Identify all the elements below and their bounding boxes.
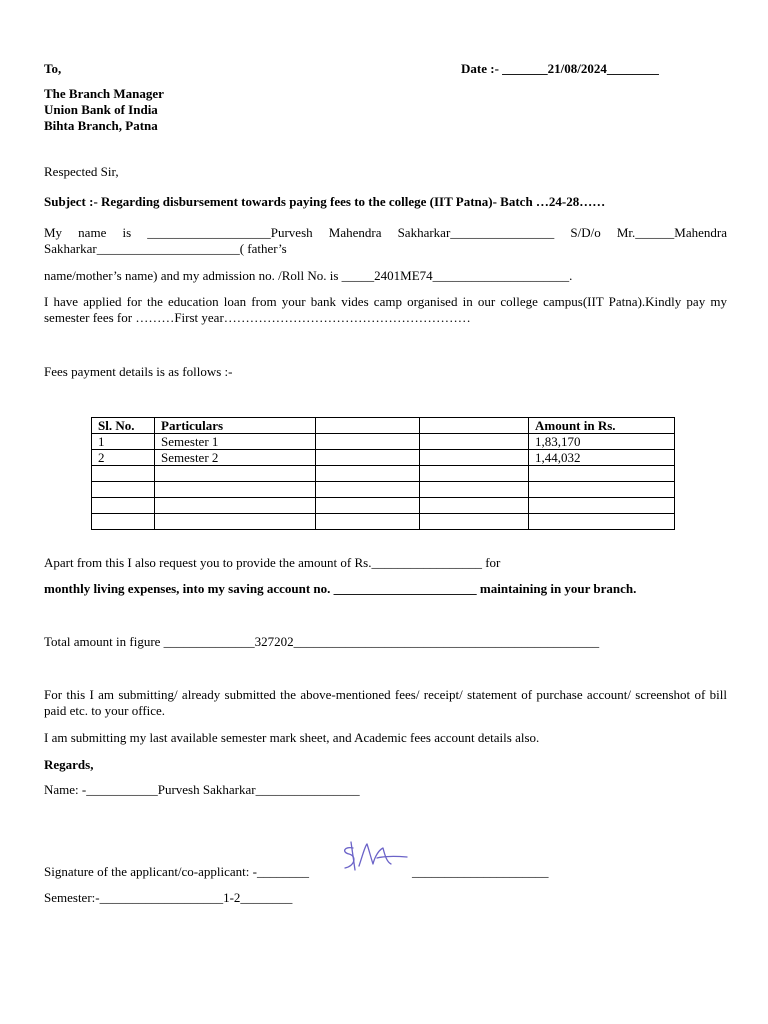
table-cell (316, 466, 420, 482)
table-cell (155, 498, 316, 514)
table-cell: Semester 1 (155, 434, 316, 450)
subject-line: Subject :- Regarding disbursement towards paying fees to the college (IIT Patna)- Batch …24-28…… (44, 194, 606, 209)
table-cell (155, 514, 316, 530)
table-row (92, 482, 675, 498)
table-cell (529, 514, 675, 530)
table-cell (316, 514, 420, 530)
table-cell (155, 466, 316, 482)
table-header-row (92, 418, 675, 434)
table-cell (316, 434, 420, 450)
applicant-name-line: Name: -___________Purvesh Sakharkar________________ (44, 782, 360, 797)
table-row (92, 450, 675, 466)
table-row (92, 466, 675, 482)
living-expenses-line: monthly living expenses, into my saving account no. ______________________ maintaining in your branch. (44, 581, 637, 596)
table-cell (92, 482, 155, 498)
column-header (316, 418, 420, 434)
submission-paragraph: For this I am submitting/ already submitted the above-mentioned fees/ receipt/ statement of purchase account/ screenshot of bill paid etc. to your office. (44, 687, 727, 718)
table-cell (529, 482, 675, 498)
additional-amount-line: Apart from this I also request you to provide the amount of Rs._________________ for (44, 555, 501, 570)
roll-number-line: name/mother’s name) and my admission no. /Roll No. is _____2401ME74_____________________. (44, 268, 573, 283)
table-row (92, 514, 675, 530)
table-cell (92, 514, 155, 530)
loan-paragraph: I have applied for the education loan from your bank vides camp organised in our college campus(IIT Patna).Kindly pay my semester fees for ………First year………………………………………………… (44, 294, 727, 325)
table-cell: Semester 2 (155, 450, 316, 466)
table-cell (316, 498, 420, 514)
table-cell: 1 (92, 434, 155, 450)
table-row (92, 498, 675, 514)
table-cell (529, 498, 675, 514)
table-cell (420, 514, 529, 530)
table-cell: 2 (92, 450, 155, 466)
table-cell (420, 498, 529, 514)
address-line-3: Bihta Branch, Patna (44, 118, 158, 133)
table-cell (155, 482, 316, 498)
table-cell (420, 450, 529, 466)
semester-line: Semester:-___________________1-2________ (44, 890, 293, 905)
date-field: Date :- _______21/08/2024________ (461, 61, 659, 76)
table-cell (316, 482, 420, 498)
address-line-2: Union Bank of India (44, 102, 158, 117)
table-cell (420, 482, 529, 498)
column-header: Amount in Rs. (529, 418, 675, 434)
column-header: Sl. No. (92, 418, 155, 434)
column-header: Particulars (155, 418, 316, 434)
signature-line: _____________________ (412, 864, 549, 879)
table-cell (420, 434, 529, 450)
signature-label: Signature of the applicant/co-applicant: -________ (44, 864, 309, 879)
fees-intro: Fees payment details is as follows :- (44, 364, 233, 379)
column-header (420, 418, 529, 434)
table-cell: 1,83,170 (529, 434, 675, 450)
table-cell (92, 498, 155, 514)
fees-table (91, 417, 675, 530)
signature-image (333, 836, 411, 876)
table-cell (92, 466, 155, 482)
table-cell: 1,44,032 (529, 450, 675, 466)
table-cell (529, 466, 675, 482)
table-row (92, 434, 675, 450)
salutation: Respected Sir, (44, 164, 119, 179)
table-cell (316, 450, 420, 466)
table-cell (420, 466, 529, 482)
name-paragraph: My name is ___________________Purvesh Mahendra Sakharkar________________ S/D/o Mr.______Mahendra Sakharkar______________________( father’s (44, 225, 727, 256)
marksheet-line: I am submitting my last available semester mark sheet, and Academic fees account details also. (44, 730, 540, 745)
to-label: To, (44, 61, 62, 76)
address-line-1: The Branch Manager (44, 86, 164, 101)
regards: Regards, (44, 757, 94, 772)
total-amount-line: Total amount in figure ______________327202_______________________________________________ (44, 634, 600, 649)
